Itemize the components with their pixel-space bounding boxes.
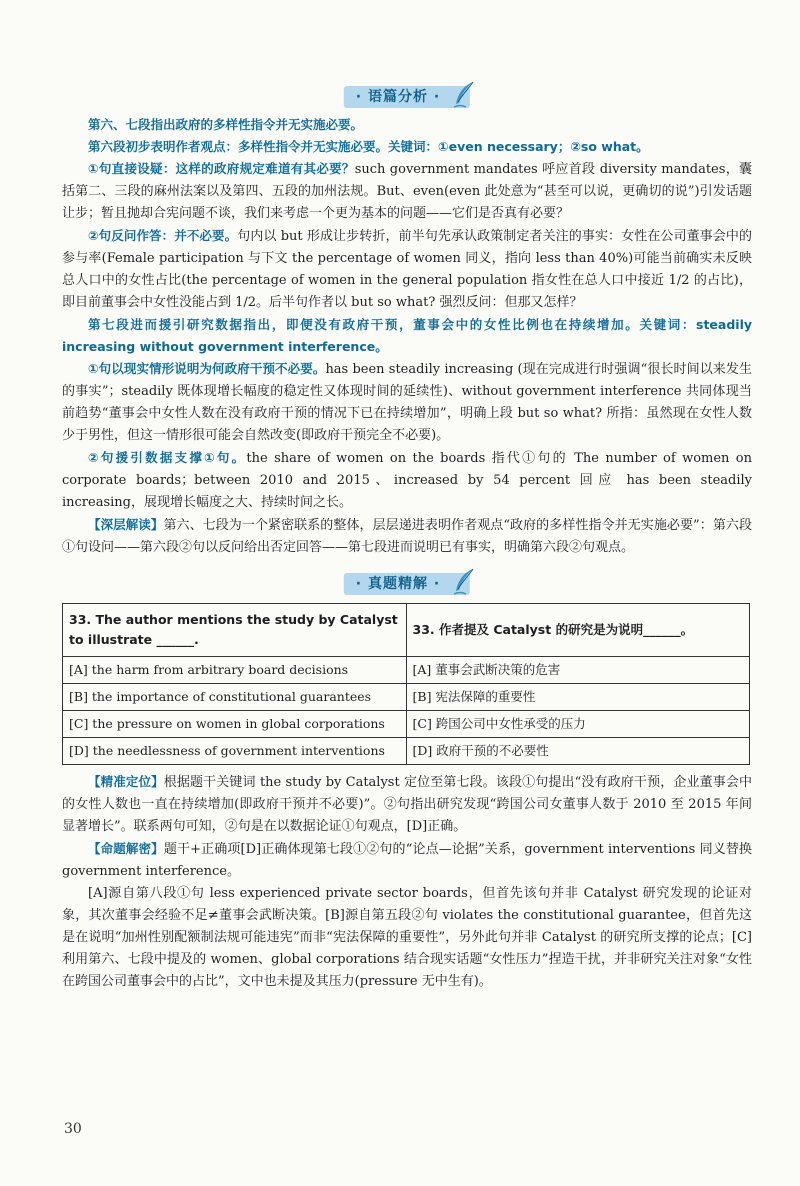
p7-sentence-1-analysis: has been steadily increasing (现在完成进行时强调“很长时间以来发生的事实”；steadily 既体现增长幅度的稳定性又体现时间的延续性)、without government interference 共同体现当前趋势“董事会中女性人数在没有政府干预的情况下已在持续增加”，明确上段 but so what? 所指：虽然现在女性人数少于男性，但这一情形很可能会自然改变(即政府干预完全不必要)。 xyxy=(62,362,753,443)
deep-reading xyxy=(62,514,752,559)
deep-reading-body: 第六、七段为一个紧密联系的整体，层层递进表明作者观点“政府的多样性指令并无实施必要”：第六段①句设问——第六段②句以反问给出否定回答——第七段进而说明已有事实，明确第六段②句观点。 xyxy=(62,518,752,555)
p7-sentence-2-lead: ②句援引数据支撑①句。 xyxy=(88,450,247,465)
p7-sentence-2-analysis: the share of women on the boards 指代①句的 The number of women on corporate boards；between 2010 and 2015、increased by 54 percent 回应 has been steadily increasing，展现增长幅度之大、持续时间之长。 xyxy=(62,451,753,510)
p7-sentence-1-lead: ①句以现实情形说明为何政府干预不必要。 xyxy=(88,361,326,376)
sentence-2-lead: ②句反问作答：并不必要。 xyxy=(88,228,238,243)
section-title-text-analysis: · 语篇分析 · xyxy=(344,86,470,108)
paragraph-7-sentence-1 xyxy=(62,358,752,447)
quill-icon xyxy=(451,567,477,597)
section-banner-text-analysis xyxy=(62,80,752,110)
quill-icon xyxy=(451,80,477,110)
paragraph-6-sentence-2 xyxy=(62,225,752,314)
question-table xyxy=(62,603,750,765)
precise-location-tag: 【精准定位】 xyxy=(88,774,164,789)
option-row-b xyxy=(63,684,750,711)
option-row-d xyxy=(63,738,750,765)
paragraph-7-heading: 第七段进而援引研究数据指出，即便没有政府干预，董事会中的女性比例也在持续增加。关键词：steadily increasing without government interference。 xyxy=(62,317,752,354)
option-row-c xyxy=(63,711,750,738)
paragraph-6-heading: 第六段初步表明作者观点：多样性指令并无实施必要。关键词：①even necessary；②so what。 xyxy=(88,139,649,154)
option-a-zh: [A] 董事会武断决策的危害 xyxy=(406,657,750,684)
option-b-zh: [B] 宪法保障的重要性 xyxy=(406,684,750,711)
sentence-1-analysis: such government mandates 呼应首段 diversity mandates，囊括第二、三段的麻州法案以及第四、五段的加州法规。But、even(even 此处意为“甚至可以说，更确切的说”)引发话题让步；暂且抛却合宪问题不谈，我们来考虑一个更为基本的问题——它们是否真有必要？ xyxy=(62,162,752,221)
section-heading: 第六、七段指出政府的多样性指令并无实施必要。 xyxy=(88,117,364,132)
section-banner-question-analysis xyxy=(62,567,752,597)
paragraph-7-sentence-2 xyxy=(62,447,752,514)
option-row-a xyxy=(63,657,750,684)
option-c-en: [C] the pressure on women in global corporations xyxy=(63,711,407,738)
option-b-en: [B] the importance of constitutional guarantees xyxy=(63,684,407,711)
option-d-zh: [D] 政府干预的不必要性 xyxy=(406,738,750,765)
section-title-question-analysis: · 真题精解 · xyxy=(344,573,470,595)
precise-location-body: 根据题干关键词 the study by Catalyst 定位至第七段。该段①句提出“没有政府干预，企业董事会中的女性人数也一直在持续增加(即政府干预并不必要)”。②句指出研究发现“跨国公司女董事人数于 2010 至 2015 年间显著增长”。联系两句可知，②句是在以数据论证①句观点，[D]正确。 xyxy=(62,775,752,834)
paragraph-6-sentence-1 xyxy=(62,158,752,225)
deep-reading-tag: 【深层解读】 xyxy=(88,517,164,532)
question-decoding-tag: 【命题解密】 xyxy=(88,841,164,856)
question-decoding xyxy=(62,838,752,883)
option-c-zh: [C] 跨国公司中女性承受的压力 xyxy=(406,711,750,738)
sentence-2-analysis: 句内以 but 形成让步转折，前半句先承认政策制定者关注的事实：女性在公司董事会中的参与率(Female participation 与下文 the percentage of women 同义，指向 less than 40%)可能当前确实未反映总人口中的女性占比(the percentage of women in the general population 指女性在总人口中接近 1/2 的占比)，即目前董事会中女性没能占到 1/2。后半句作者以 but so what? 强烈反问：但那又怎样？ xyxy=(62,229,752,310)
option-a-en: [A] the harm from arbitrary board decisions xyxy=(63,657,407,684)
distractor-analysis: [A]源自第八段①句 less experienced private sector boards，但首先该句并非 Catalyst 研究发现的论证对象，其次董事会经验不足≠董事会武断决策。[B]源自第五段②句 violates the constitutional guarantee，但首先这是在说明“加州性别配额制法规可能违宪”而非“宪法保障的重要性”，另外此句并非 Catalyst 的研究所支撑的论点；[C]利用第六、七段中提及的 women、global corporations 结合现实话题“女性压力”捏造干扰，并非研究关注对象“女性在跨国公司董事会中的占比”，文中也未提及其压力(pressure 无中生有)。 xyxy=(62,886,752,989)
question-row xyxy=(63,604,750,657)
question-decoding-body: 题干+正确项[D]正确体现第七段①②句的“论点—论据”关系，government interventions 同义替换 government interference。 xyxy=(62,842,752,879)
page-number: 30 xyxy=(64,1121,82,1137)
precise-location xyxy=(62,771,752,838)
question-en: 33. The author mentions the study by Catalyst to illustrate ______. xyxy=(63,604,407,657)
question-zh: 33. 作者提及 Catalyst 的研究是为说明______。 xyxy=(406,604,750,657)
option-d-en: [D] the needlessness of government interventions xyxy=(63,738,407,765)
page-content xyxy=(62,80,752,993)
sentence-1-lead: ①句直接设疑：这样的政府规定难道有其必要？ xyxy=(88,161,355,176)
